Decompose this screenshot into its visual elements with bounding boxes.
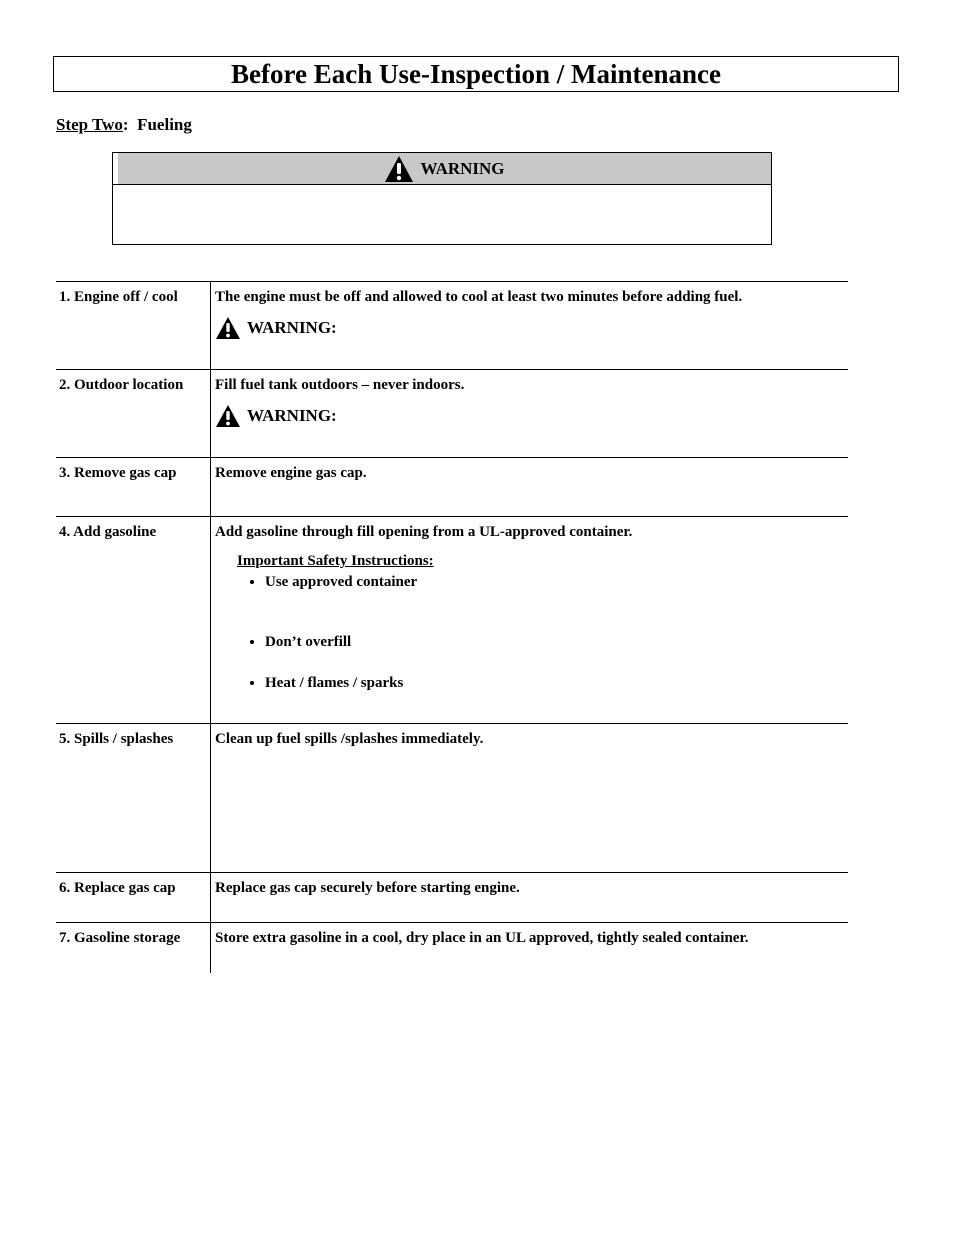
step-3-label: 3. Remove gas cap — [56, 458, 211, 517]
step-6-label: 6. Replace gas cap — [56, 873, 211, 923]
step-6-text: Replace gas cap securely before starting engine. — [211, 873, 849, 923]
step-heading — [56, 115, 192, 135]
step-name: Fueling — [137, 115, 192, 134]
fueling-steps-table — [56, 281, 848, 973]
warning-box-heading: WARNING — [420, 158, 505, 178]
page-title: Before Each Use-Inspection / Maintenance — [231, 58, 721, 89]
step-7-label: 7. Gasoline storage — [56, 923, 211, 973]
warning-box — [112, 152, 772, 245]
warning-triangle-icon — [384, 155, 414, 183]
table-row — [56, 724, 848, 873]
page-title-box — [53, 56, 899, 92]
step-1-cell — [211, 282, 849, 370]
step-5-text: Clean up fuel spills /splashes immediately. — [211, 724, 849, 873]
step-7-text: Store extra gasoline in a cool, dry place in an UL approved, tightly sealed container. — [211, 923, 849, 973]
step-4-text: Add gasoline through fill opening from a UL-approved container. — [215, 524, 633, 540]
step-1-text: The engine must be off and allowed to cool at least two minutes before adding fuel. — [215, 289, 743, 305]
step-2-warning — [215, 404, 845, 428]
step-1-label: 1. Engine off / cool — [56, 282, 211, 370]
step-label: Step Two — [56, 115, 123, 134]
list-item: • Don’t overfill — [265, 633, 845, 651]
step-1-warning-label: WARNING: — [247, 318, 337, 337]
table-row — [56, 873, 848, 923]
step-4-label: 4. Add gasoline — [56, 517, 211, 724]
warning-triangle-icon — [215, 404, 241, 428]
safety-instructions-heading: Important Safety Instructions: — [237, 553, 434, 569]
table-row — [56, 923, 848, 973]
step-2-label: 2. Outdoor location — [56, 370, 211, 458]
table-row — [56, 282, 848, 370]
step-2-text: Fill fuel tank outdoors – never indoors. — [215, 377, 465, 393]
step-separator: : — [122, 115, 129, 134]
table-row — [56, 370, 848, 458]
step-2-warning-label: WARNING: — [247, 406, 337, 425]
list-item: • Use approved container — [265, 573, 845, 591]
list-item: • Heat / flames / sparks — [265, 674, 845, 692]
table-row — [56, 517, 848, 724]
step-3-text: Remove engine gas cap. — [211, 458, 849, 517]
safety-bullets — [215, 573, 845, 692]
table-row — [56, 458, 848, 517]
warning-triangle-icon — [215, 316, 241, 340]
step-1-warning — [215, 316, 845, 340]
step-5-label: 5. Spills / splashes — [56, 724, 211, 873]
step-2-cell — [211, 370, 849, 458]
warning-box-header — [118, 153, 771, 185]
step-4-cell — [211, 517, 849, 724]
